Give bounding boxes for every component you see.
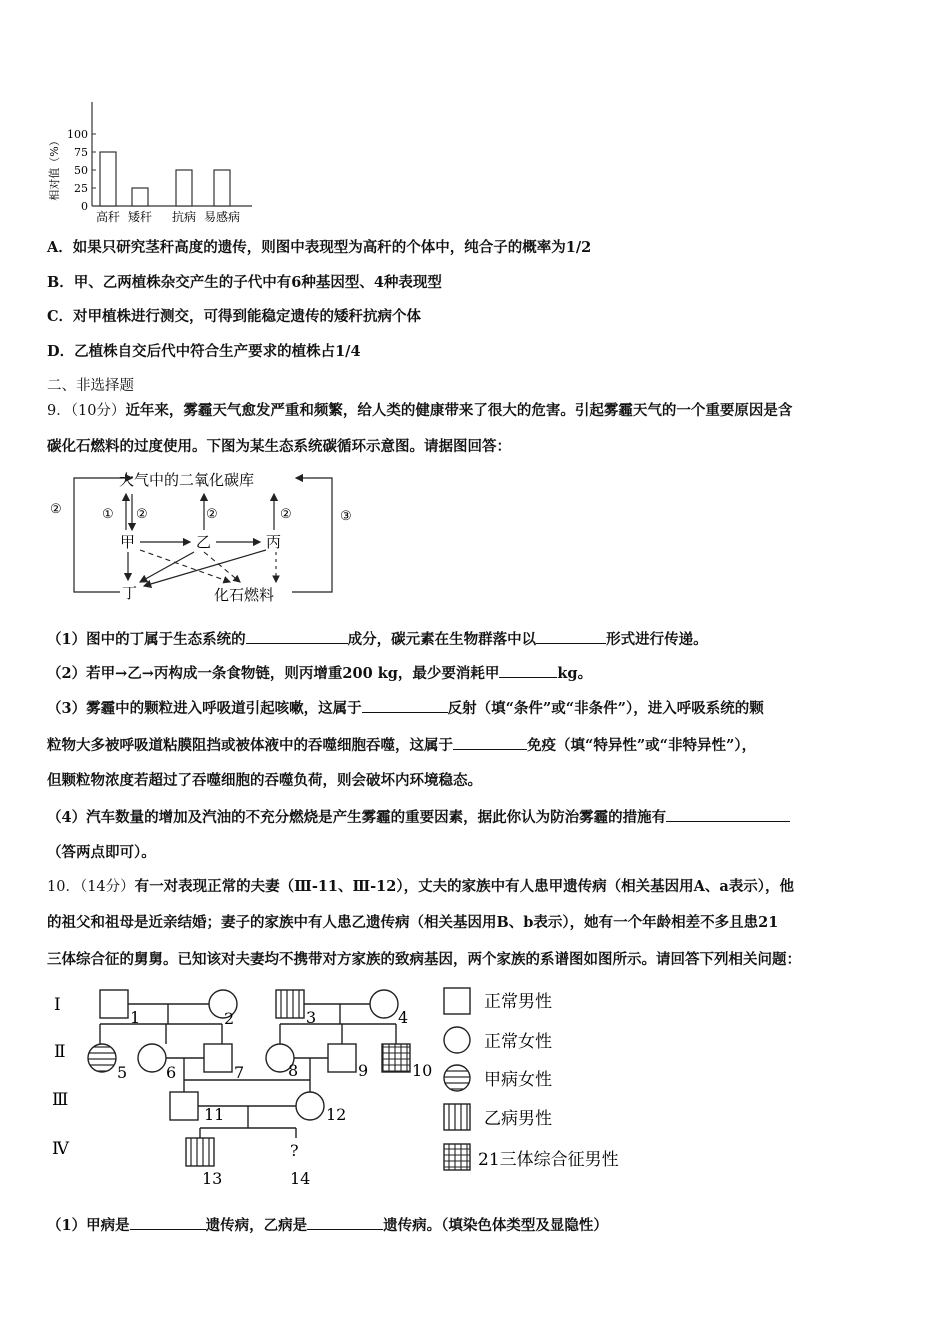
q9-number: 9．（10分） (47, 403, 126, 419)
ii9-normal-male (328, 1044, 356, 1072)
y-tick-label: 100 (67, 128, 88, 141)
id-10: 10 (412, 1061, 433, 1080)
q10-number: 10．（14分） (47, 879, 135, 895)
id-3: 3 (306, 1008, 317, 1027)
label-2a: ② (136, 507, 148, 522)
q10-stem-3: 三体综合征的舅舅。已知该对夫妻均不携带对方家族的致病基因，两个家族的系谱图如图所示。请回答下列相关问题： (47, 951, 801, 968)
option-a: A．如果只研究茎秆高度的遗传，则图中表现型为高秆的个体中，纯合子的概率为1/2 (47, 239, 592, 256)
q10-sub1-a: （1）甲病是 (47, 1217, 130, 1234)
gen-4: Ⅳ (52, 1139, 69, 1159)
blank-1[interactable] (246, 629, 348, 644)
q9-sub1-b: 成分，碳元素在生物群落中以 (347, 631, 537, 648)
blank-7[interactable] (130, 1215, 206, 1230)
i4-normal-female (370, 990, 398, 1018)
q9-sub3-e: 但颗粒物浓度若超过了吞噬细胞的吞噬负荷，则会破坏内环境稳态。 (47, 772, 482, 789)
blank-3[interactable] (499, 663, 557, 678)
legend-trisomy21-male: 21三体综合征男性 (478, 1150, 619, 1170)
ii5-disease-a-female (88, 1044, 116, 1072)
node-yi: 乙 (196, 533, 212, 551)
category-label-3: 易感病 (203, 210, 241, 224)
i1-normal-male (100, 990, 128, 1018)
pedigree-chart (44, 978, 674, 1190)
q10-stem-1: 有一对表现正常的夫妻（Ⅲ-11、Ⅲ-12），丈夫的家族中有人患甲遗传病（相关基因用A、a表示），他 (134, 878, 795, 895)
label-left-2: ② (50, 502, 62, 517)
q9-sub3-c: 粒物大多被呼吸道粘膜阻挡或被体液中的吞噬细胞吞噬，这属于 (47, 737, 453, 754)
id-4: 4 (398, 1008, 409, 1027)
unknown-mark: ? (290, 1141, 299, 1160)
legend-normal-male: 正常男性 (484, 992, 552, 1012)
id-6: 6 (166, 1063, 177, 1082)
option-c: C．对甲植株进行测交，可得到能稳定遗传的矮秆抗病个体 (47, 308, 422, 325)
q9-sub2-b: kg。 (557, 665, 593, 682)
category-label-2: 抗病 (171, 210, 197, 224)
gen-1: Ⅰ (54, 995, 61, 1015)
label-1: ① (102, 507, 114, 522)
q9-sub1-a: （1）图中的丁属于生态系统的 (47, 631, 246, 648)
q9-stem-1: 近年来，雾霾天气愈发严重和频繁，给人类的健康带来了很大的危害。引起雾霾天气的一个重要原因是含 (125, 402, 793, 419)
node-jia: 甲 (120, 533, 136, 551)
bar-chart (44, 96, 264, 226)
label-2c: ② (280, 507, 292, 522)
q9-stem-2: 碳化石燃料的过度使用。下图为某生态系统碳循环示意图。请据图回答： (47, 438, 511, 455)
bar-1 (132, 188, 148, 206)
ii6-normal-female (138, 1044, 166, 1072)
blank-5[interactable] (453, 735, 527, 750)
node-bing: 丙 (266, 533, 282, 551)
label-2b: ② (206, 507, 218, 522)
id-5: 5 (117, 1063, 128, 1082)
legend-disease-b-male-icon (444, 1104, 470, 1130)
i3-disease-b-male (276, 990, 304, 1018)
legend-normal-female: 正常女性 (484, 1032, 552, 1052)
bar-2 (176, 170, 192, 206)
legend-disease-b-male: 乙病男性 (484, 1109, 552, 1129)
q9-sub4-b: （答两点即可）。 (47, 844, 156, 861)
iii12-normal-female (296, 1092, 324, 1120)
id-1: 1 (130, 1008, 141, 1027)
option-b: B．甲、乙两植株杂交产生的子代中有6种基因型、4种表现型 (47, 274, 442, 291)
category-label-1: 矮秆 (127, 210, 153, 224)
q9-sub3-a: （3）雾霾中的颗粒进入呼吸道引起咳嗽，这属于 (47, 700, 362, 717)
id-12: 12 (326, 1105, 347, 1124)
gen-2: Ⅱ (54, 1042, 66, 1062)
loop-right (292, 478, 332, 592)
q10-sub1-c: 遗传病。（填染色体类型及显隐性） (383, 1217, 608, 1234)
node-fossil: 化石燃料 (214, 586, 275, 604)
y-tick-label: 0 (81, 200, 88, 213)
node-ding: 丁 (122, 584, 138, 602)
blank-2[interactable] (536, 629, 606, 644)
id-2: 2 (224, 1009, 235, 1028)
q9-sub1-c: 形式进行传递。 (606, 631, 708, 648)
blank-8[interactable] (307, 1215, 383, 1230)
q9-sub2-a: （2）若甲→乙→丙构成一条食物链，则丙增重200 kg，最少要消耗甲 (47, 665, 500, 682)
ii10-trisomy21-male (382, 1044, 410, 1072)
label-right-3: ③ (340, 509, 352, 524)
co2-pool-label: 大气中的二氧化碳库 (119, 471, 255, 489)
section-title: 二、非选择题 (47, 378, 134, 394)
blank-6[interactable] (666, 807, 790, 822)
y-tick-label: 50 (74, 164, 88, 177)
option-d: D．乙植株自交后代中符合生产要求的植株占1/4 (47, 343, 361, 360)
id-13: 13 (202, 1169, 223, 1188)
loop-left (74, 478, 120, 592)
y-tick-label: 75 (74, 146, 88, 159)
y-tick-label: 25 (74, 182, 88, 195)
legend-disease-a-female-icon (444, 1065, 470, 1091)
bar-3 (214, 170, 230, 206)
id-9: 9 (358, 1061, 369, 1080)
q10-stem-2: 的祖父和祖母是近亲结婚；妻子的家族中有人患乙遗传病（相关基因用B、b表示），她有一个年龄相差不多且患21 (47, 914, 779, 931)
legend-disease-a-female: 甲病女性 (484, 1070, 552, 1090)
category-label-0: 高秆 (95, 210, 121, 224)
gen-3: Ⅲ (52, 1090, 69, 1110)
chart-ylabel: 相对值（%） (48, 135, 61, 201)
q9-sub4-a: （4）汽车数量的增加及汽油的不充分燃烧是产生雾霾的重要因素，据此你认为防治雾霾的措施有 (47, 809, 667, 826)
id-11: 11 (204, 1105, 225, 1124)
q9-sub3-d: 免疫（填“特异性”或“非特异性”）， (527, 737, 757, 754)
q9-sub3-b: 反射（填“条件”或“非条件”），进入呼吸系统的颗 (447, 700, 764, 717)
ii7-normal-male (204, 1044, 232, 1072)
id-7: 7 (234, 1063, 245, 1082)
id-14: 14 (290, 1169, 311, 1188)
legend-trisomy21-male-icon (444, 1144, 470, 1170)
q10-sub1-b: 遗传病，乙病是 (205, 1217, 308, 1234)
legend-normal-female-icon (444, 1027, 470, 1053)
iv13-disease-b-male (186, 1138, 214, 1166)
bar-0 (100, 152, 116, 206)
iii11-normal-male (170, 1092, 198, 1120)
id-8: 8 (288, 1061, 299, 1080)
blank-4[interactable] (362, 698, 448, 713)
legend-normal-male-icon (444, 988, 470, 1014)
carbon-cycle-diagram (44, 462, 364, 610)
